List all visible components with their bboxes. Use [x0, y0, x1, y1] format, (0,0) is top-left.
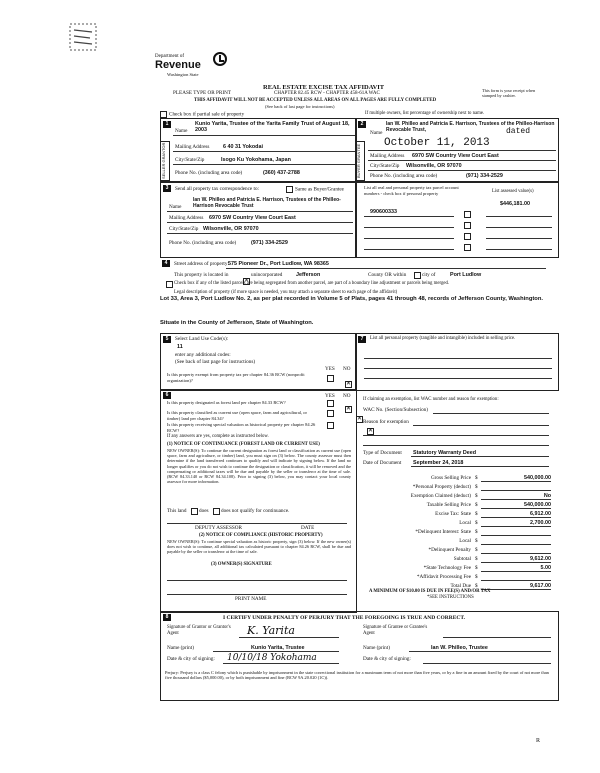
- print-name-label: PRINT NAME: [235, 596, 267, 602]
- tax-row-value: 9,617.00: [530, 583, 551, 589]
- chapter: CHAPTER 82.45 RCW - CHAPTER 458-61A WAC: [274, 91, 380, 96]
- seller-city-label: City/State/Zip: [175, 157, 205, 163]
- street-address: 575 Pioneer Dr., Port Ludlow, WA 98365: [228, 261, 329, 267]
- does-not-label: does not qualify for continuance.: [221, 508, 290, 514]
- continuance-body: NEW OWNER(S): To continue the current designation as forest land or classification as current use (open space, farm and agriculture, or timber) land, you must sign on (3) below. The county assessor must then determine if the land transferred continues to qualify and will indicate by signing below. If the land no longer qualifies or you do not wish to continue the designation or classification, it will be removed and the compensating or additional taxes will be due and payable by the seller or transferor at the time of sale. (RCW 84.33.140 or RCW 84.34.108). Prior to signing (3) below, you may contact your local county assessor for more information.: [167, 448, 351, 485]
- state-name: Washington State: [167, 72, 199, 77]
- tax-row-dollar: $: [475, 583, 478, 589]
- segregating-label: Check box if any of the listed parcels are being segregated from another parcel, are part of a boundary line adjustment or parcels being merged.: [174, 281, 450, 286]
- located-label: This property is located in: [174, 272, 229, 278]
- buyer-dated-typed: dated: [506, 127, 531, 136]
- buyer-city: Wilsonville, OR 97070: [406, 163, 462, 169]
- street-label: Street address of property:: [174, 261, 229, 267]
- exempt-yes-checkbox[interactable]: [327, 375, 334, 382]
- deputy-assessor-label: DEPUTY ASSESSOR: [195, 525, 242, 531]
- tax-row-label: *Delinquent Penalty: [428, 547, 471, 553]
- tax-row-dollar: $: [475, 511, 478, 517]
- tax-row-label: *Personal Property (deduct): [412, 484, 471, 490]
- certify-title: I CERTIFY UNDER PENALTY OF PERJURY THAT THE FOREGOING IS TRUE AND CORRECT.: [223, 615, 466, 621]
- tax-row-line: [481, 571, 551, 572]
- continuance-title: (1) NOTICE OF CONTINUANCE (FOREST LAND OR CURRENT USE): [167, 442, 320, 447]
- tax-row-value: No: [543, 493, 551, 499]
- owner-signature-label: (3) OWNER(S) SIGNATURE: [211, 562, 272, 567]
- form-title: REAL ESTATE EXCISE TAX AFFIDAVIT: [263, 84, 385, 91]
- tax-row-line: [481, 589, 551, 590]
- partial-sale-check[interactable]: [160, 111, 244, 118]
- seller-section: [160, 118, 357, 182]
- same-as-buyer-check[interactable]: [286, 186, 344, 193]
- tax-row-value: 540,000.00: [524, 502, 551, 508]
- segregating-checkbox[interactable]: [166, 281, 173, 288]
- tax-row-value: 540,000.00: [524, 475, 551, 481]
- tax-row-label: Gross Selling Price: [430, 475, 471, 481]
- see-instructions: *SEE INSTRUCTIONS: [427, 595, 474, 600]
- doc-type: Statutory Warranty Deed: [413, 450, 477, 456]
- does-label: does: [199, 508, 209, 514]
- parcels-section: [355, 182, 559, 258]
- s6-no: NO: [343, 393, 351, 399]
- legal-description: Lot 33, Area 3, Port Ludlow No. 2, as per plat recorded in Volume 5 of Plats, pages 41 through 48, records of Jefferson County, Washington.: [160, 296, 543, 302]
- land-use-yes: YES: [325, 366, 335, 372]
- correspondence-name-label: Name: [169, 204, 182, 210]
- grantee-sig-label: Signature of Grantee or Grantee's Agent: [363, 625, 428, 636]
- buyer-mailing: 6970 SW Country View Court East: [412, 153, 499, 159]
- deputy-date-label: DATE: [301, 525, 315, 531]
- dept-of: Department of: [155, 54, 185, 59]
- tax-row-value: 6,912.00: [530, 511, 551, 517]
- dor-logo-icon: [213, 52, 227, 66]
- parcel-3-personal-checkbox[interactable]: [464, 233, 471, 240]
- parcel-1-personal-checkbox[interactable]: [464, 211, 471, 218]
- s6-yes: YES: [325, 393, 335, 399]
- situate-line: Situate in the County of Jefferson, State of Washington.: [160, 320, 314, 326]
- tax-row-line: [481, 490, 551, 491]
- grantor-date: 10/10/18 Yokohama: [227, 653, 317, 663]
- tax-row-value: 9,612.00: [530, 556, 551, 562]
- tax-row-line: [481, 553, 551, 554]
- correspondence-city-label: City/State/Zip: [169, 226, 199, 232]
- seller-phone-label: Phone No. (including area code): [175, 170, 243, 176]
- section-6-number: 6: [163, 392, 171, 399]
- parcel-number: 990600333: [370, 209, 397, 215]
- tax-row-dollar: $: [475, 520, 478, 526]
- parcel-2-personal-checkbox[interactable]: [464, 222, 471, 229]
- tax-row-dollar: $: [475, 538, 478, 544]
- seller-mailing-label: Mailing Address: [175, 144, 210, 150]
- land-use-no: NO: [343, 366, 351, 372]
- tax-row-label: Excise Tax: State: [435, 511, 471, 517]
- doc-type-label: Type of Document: [363, 450, 402, 456]
- section-6: [160, 389, 357, 613]
- this-land-label: This land: [167, 508, 187, 514]
- tax-row-line: [481, 499, 551, 500]
- historic-yes-checkbox[interactable]: [327, 422, 334, 429]
- tax-row-dollar: $: [475, 574, 478, 580]
- tax-row-dollar: $: [475, 475, 478, 481]
- tax-row-line: [481, 526, 551, 527]
- stamp-mark: [66, 20, 102, 56]
- tax-row-dollar: $: [475, 502, 478, 508]
- tax-column: [355, 389, 557, 611]
- buyer-date-typed: October 11, 2013: [384, 137, 490, 149]
- section-8-number: 8: [163, 614, 171, 621]
- buyer-name-label: Name: [370, 130, 383, 136]
- type-or-print: PLEASE TYPE OR PRINT: [173, 90, 231, 96]
- wac-label: WAC No. (Section/Subsection): [363, 407, 428, 413]
- personal-property-section: [355, 333, 559, 391]
- tax-row-label: Local: [459, 538, 471, 544]
- seller-city: Isogo Ku Yokohama, Japan: [221, 157, 291, 163]
- buyer-side-label: BUYER GRANTEE: [355, 141, 365, 181]
- tax-row-label: *Affidavit Processing Fee: [416, 574, 471, 580]
- parcels-header: List all real and personal property tax parcel account numbers - check box if personal property: [364, 185, 459, 196]
- historic-question: Is this property receiving special valuation as historical property per chapter 84.26 RCW?: [167, 422, 316, 433]
- current-use-question: Is this property classified as current use (open space, farm and agricultural, or timber) land per chapter 84.34?: [167, 410, 307, 421]
- county-label: County OR within: [368, 272, 407, 278]
- section-1-number: 1: [163, 121, 171, 128]
- section-7-number: 7: [358, 336, 366, 343]
- city-of-checkbox[interactable]: [414, 272, 421, 279]
- land-use-code: 11: [177, 344, 183, 350]
- tax-row-dollar: $: [475, 529, 478, 535]
- seller-side-label: SELLER GRANTOR: [160, 141, 170, 181]
- unincorporated-label: unincorporated: [251, 272, 283, 278]
- tax-row-line: [481, 580, 551, 581]
- page-mark: R: [536, 738, 541, 744]
- tax-row-dollar: $: [475, 556, 478, 562]
- parcel-4-personal-checkbox[interactable]: [464, 244, 471, 251]
- correspondence-mailing-label: Mailing Address: [169, 215, 204, 221]
- certify-section: [160, 611, 559, 701]
- correspondence-phone: (971) 334-2529: [251, 240, 288, 246]
- correspondence-mailing: 6970 SW Country View Court East: [209, 215, 296, 221]
- partial-sale-label: Check box if partial sale of property: [169, 111, 245, 118]
- tax-row-line: [481, 508, 551, 509]
- buyer-section: [355, 118, 559, 182]
- seller-name-label: Name: [175, 128, 188, 134]
- exemption-label: If claiming an exemption, list WAC number and reason for exemption:: [363, 397, 499, 402]
- minimum-note: A MINIMUM OF $10.00 IS DUE IN FEE(S) AND/OR TAX: [369, 589, 491, 594]
- additional-codes-label: enter any additional codes:: [175, 352, 231, 358]
- tax-row-label: Subtotal: [453, 556, 471, 562]
- grantee-name-label: Name (print): [363, 645, 390, 651]
- tax-row-value: 5.00: [540, 565, 551, 571]
- dept-name: Revenue: [155, 59, 201, 71]
- dor-logo: [155, 52, 245, 86]
- reason-label: Reason for exemption: [363, 419, 409, 425]
- section-4-number: 4: [162, 260, 170, 267]
- buyer-phone-label: Phone No. (including area code): [370, 173, 438, 179]
- grantor-sig-label: Signature of Grantor or Grantor's Agent: [167, 625, 231, 636]
- seller-mailing: 6 40 31 Yokodai: [223, 144, 263, 150]
- assessed-value: $446,181.00: [500, 201, 530, 207]
- correspondence-name: Ian W. Philleo and Patricia E. Harrison, Trustees of the Philleo-Harrison Revocable Trust: [193, 197, 341, 209]
- historic-body: NEW OWNER(S): To continue special valuation as historic property, sign (3) below. If the new owner(s) does not wish to continue, all additional tax calculated pursuant to chapter 84.26 RCW, shall be due and payable by the seller or transferor at the time of sale.: [167, 539, 351, 555]
- tax-row-label: Local: [459, 520, 471, 526]
- property-section: [160, 258, 557, 338]
- grantee-name: Ian W. Philleo, Trustee: [431, 645, 488, 651]
- correspondence-phone-label: Phone No. (including area code): [169, 240, 237, 246]
- doc-date: September 24, 2018: [413, 460, 464, 466]
- grantee-date-label: Date & city of signing:: [363, 656, 411, 662]
- correspondence-label: Send all property tax correspondence to:: [175, 186, 259, 192]
- buyer-mailing-label: Mailing Address: [370, 153, 405, 159]
- land-use-see-back: (See back of last page for instructions): [175, 359, 256, 365]
- buyer-city-label: City/State/Zip: [370, 163, 400, 169]
- grantor-date-label: Date & city of signing:: [167, 656, 215, 662]
- tax-row-line: [481, 544, 551, 545]
- tax-row-line: [481, 562, 551, 563]
- buyer-phone: (971) 334-2529: [466, 173, 503, 179]
- tax-row-label: Taxable Selling Price: [426, 502, 471, 508]
- current-use-yes-checkbox[interactable]: [327, 410, 334, 417]
- warning: THIS AFFIDAVIT WILL NOT BE ACCEPTED UNLESS ALL AREAS ON ALL PAGES ARE FULLY COMPLETED: [194, 98, 437, 103]
- tax-row-label: Total Due: [450, 583, 471, 589]
- section-5-number: 5: [163, 336, 171, 343]
- perjury-note: Perjury: Perjury is a class C felony which is punishable by imprisonment in the state correctional institution for a maximum term of not more than five years, or by a fine in an amount fixed by the court of not more than five thousand dollars ($5,000.00), or by both imprisonment and fine (RCW 9A.20.020 (1C)).: [165, 670, 549, 681]
- land-use-section: [160, 333, 357, 391]
- section-3-number: 3: [163, 185, 171, 192]
- tax-row-value: 2,700.00: [530, 520, 551, 526]
- legal-label: Legal description of property (if more space is needed, you may attach a separate sheet to each page of the affidavit): [174, 290, 398, 295]
- exempt-question: Is this property exempt from property tax per chapter 84.36 RCW (nonprofit organization)?: [167, 372, 305, 383]
- correspondence-city: Wilsonville, OR 97070: [203, 226, 259, 232]
- doc-date-label: Date of Document: [363, 460, 402, 466]
- receipt-note: This form is your receipt when stamped by cashier.: [482, 88, 536, 98]
- tax-row-dollar: $: [475, 484, 478, 490]
- grantor-name: Kunio Yarita, Trustee: [251, 645, 305, 651]
- forest-no-checkbox[interactable]: [345, 406, 352, 413]
- forest-yes-checkbox[interactable]: [327, 400, 334, 407]
- seller-name: Kunio Yarita, Trustee of the Yarita Family Trust of August 18, 2003: [195, 121, 350, 133]
- land-use-label: Select Land Use Code(s):: [175, 336, 229, 342]
- does-checkbox[interactable]: [191, 508, 198, 515]
- see-back: (See back of last page for instructions): [265, 104, 335, 109]
- tax-row-line: [481, 517, 551, 518]
- tax-row-dollar: $: [475, 565, 478, 571]
- historic-title: (2) NOTICE OF COMPLIANCE (HISTORIC PROPERTY): [199, 533, 323, 538]
- seller-phone: (360) 437-2788: [263, 170, 300, 176]
- tax-row-label: *Delinquent Interest: State: [415, 529, 471, 535]
- correspondence-section: [160, 182, 357, 258]
- multiple-owners-note: If multiple owners, list percentage of ownership next to name.: [365, 111, 485, 116]
- if-yes-note: If any answers are yes, complete as instructed below.: [167, 434, 269, 439]
- does-not-checkbox[interactable]: [213, 508, 220, 515]
- personal-property-label: List all personal property (tangible and intangible) included in selling price.: [370, 336, 516, 341]
- county-value: Jefferson: [296, 272, 321, 278]
- buyer-name: Ian W. Philleo and Patricia E. Harrison, Trustees of the Philleo-Harrison Revocable Trust,: [386, 121, 555, 133]
- tax-row-line: [481, 481, 551, 482]
- tax-row-dollar: $: [475, 493, 478, 499]
- tax-row-line: [481, 535, 551, 536]
- same-as-buyer-label: Same as Buyer/Grantee: [295, 186, 344, 193]
- exempt-no-checkbox[interactable]: [345, 381, 352, 388]
- grantor-name-label: Name (print): [167, 645, 194, 651]
- city-value: Port Ludlow: [450, 272, 482, 278]
- grantor-signature: K. Yarita: [247, 624, 295, 637]
- assessed-header: List assessed value(s): [492, 189, 534, 194]
- section-2-number: 2: [358, 121, 366, 128]
- forest-question: Is this property designated as forest land per chapter 84.33 RCW?: [167, 400, 286, 405]
- city-of-label: city of: [422, 272, 436, 278]
- tax-row-dollar: $: [475, 547, 478, 553]
- tax-row-label: Exemption Claimed (deduct): [410, 493, 471, 499]
- tax-row-label: *State Technology Fee: [423, 565, 471, 571]
